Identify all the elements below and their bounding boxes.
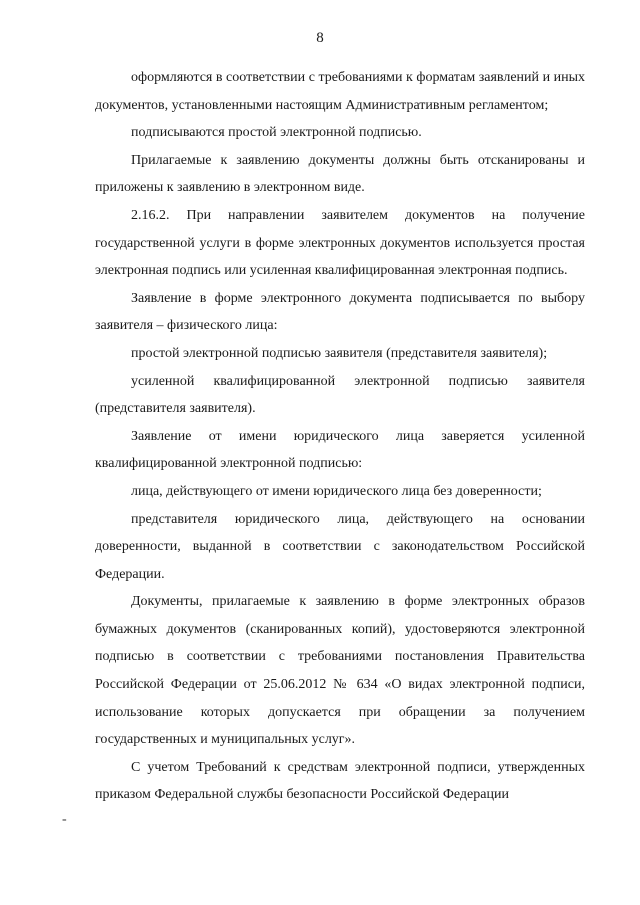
- paragraph-4: 2.16.2. При направлении заявителем документов на получение государственной услуги в форме электронных документов используется простая электронная подпись или усиленная квалифицированная электронная подпись.: [95, 207, 585, 279]
- paragraph-12: С учетом Требований к средствам электронной подписи, утвержденных приказом Федеральной службы безопасности Российской Федерации: [95, 759, 585, 803]
- paragraph-10: представителя юридического лица, действующего на основании доверенности, выданной в соответствии с законодательством Российской Федерации.: [95, 511, 585, 582]
- paragraph-8: Заявление от имени юридического лица заверяется усиленной квалифицированной электронной подписью:: [95, 428, 585, 472]
- paragraph-11: Документы, прилагаемые к заявлению в форме электронных образов бумажных документов (сканированных копий), удостоверяются электронной подписью в соответствии с требованиями постановления Правительства Российской Федерации от 25.06.2012 № 634 «О видах электронной подписи, использование которых допускается при обращении за получением государственных и муниципальных услуг».: [95, 594, 585, 748]
- paragraph-9: лица, действующего от имени юридического лица без доверенности;: [131, 483, 542, 499]
- paragraph-3: Прилагаемые к заявлению документы должны быть отсканированы и приложены к заявлению в электронном виде.: [95, 152, 585, 196]
- paragraph-6: простой электронной подписью заявителя (представителя заявителя);: [131, 345, 548, 361]
- margin-mark: -: [62, 812, 67, 827]
- paragraph-7: усиленной квалифицированной электронной подписью заявителя (представителя заявителя).: [95, 373, 585, 417]
- paragraph-2: подписываются простой электронной подписью.: [131, 125, 422, 141]
- paragraph-5: Заявление в форме электронного документа подписывается по выбору заявителя – физического лица:: [95, 290, 585, 334]
- document-body: [95, 64, 585, 809]
- paragraph-1: оформляются в соответствии с требованиями к форматам заявлений и иных документов, установленными настоящим Административным регламентом;: [95, 70, 585, 113]
- page-number: 8: [316, 30, 324, 46]
